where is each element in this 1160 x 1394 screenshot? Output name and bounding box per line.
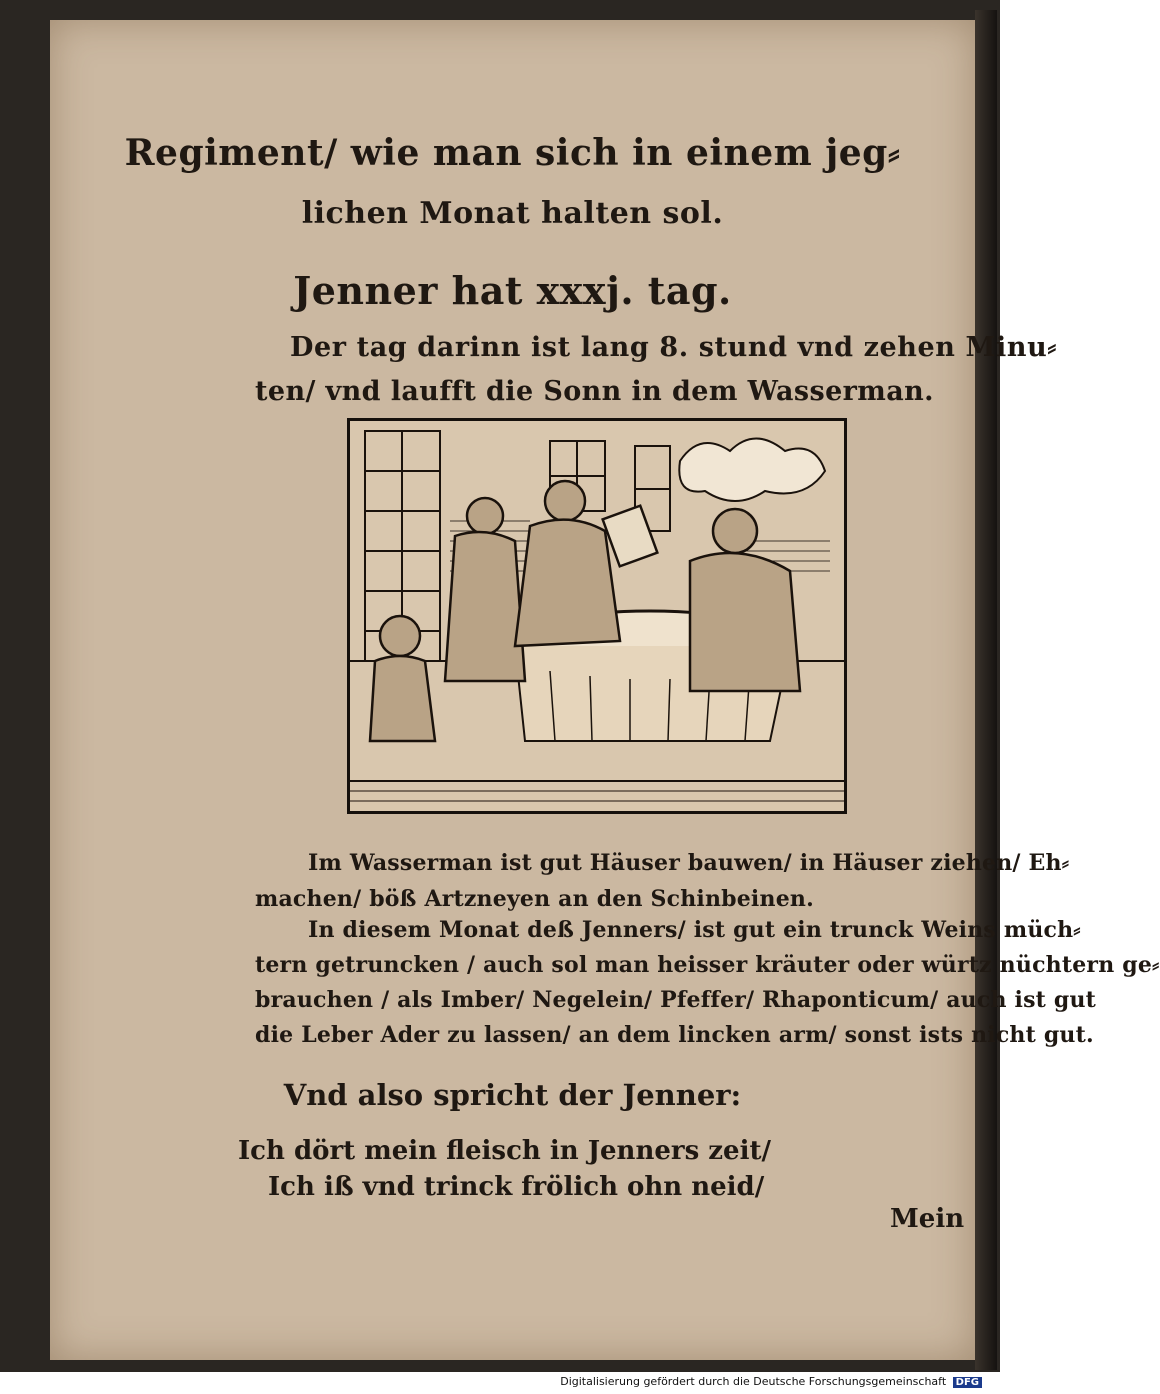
body-line-4: tern getruncken / auch sol man heisser kräuter oder würtz nüchtern ge⸗ [255, 952, 1160, 978]
verse-line-1: Ich dört mein fleisch in Jenners zeit/ [238, 1136, 771, 1166]
body-line-3: In diesem Monat deß Jenners/ ist gut ein trunck Weins müch⸗ [308, 917, 1081, 943]
body-line-5: brauchen / als Imber/ Negelein/ Pfeffer/ Rhaponticum/ auch ist gut [255, 987, 1097, 1013]
month-heading: Jenner hat xxxj. tag. [293, 268, 732, 313]
woodcut-illustration [347, 418, 847, 814]
footer-text: Digitalisierung gefördert durch die Deutsche Forschungsgemeinschaft [560, 1375, 947, 1388]
catchword: Mein [890, 1204, 965, 1234]
book-page [50, 20, 1160, 1360]
body-line-6: die Leber Ader zu lassen/ an dem lincken arm/ sonst ists nicht gut. [255, 1022, 1094, 1048]
verse-heading: Vnd also spricht der Jenner: [283, 1078, 742, 1112]
intro-line-2: ten/ vnd laufft die Sonn in dem Wasserman. [255, 376, 934, 407]
funding-footer [560, 1375, 982, 1388]
intro-line-1: Der tag darinn ist lang 8. stund vnd zehen Minu⸗ [290, 332, 1057, 363]
book-edge [975, 10, 997, 1370]
verse-line-2: Ich iß vnd trinck frölich ohn neid/ [268, 1172, 765, 1202]
body-line-2: machen/ böß Artzneyen an den Schinbeinen. [255, 886, 814, 912]
body-line-1: Im Wasserman ist gut Häuser bauwen/ in Häuser ziehen/ Eh⸗ [308, 850, 1070, 876]
woodcut-drawing [350, 421, 844, 811]
dfg-logo: DFG [953, 1377, 982, 1388]
page-title-line-1: Regiment/ wie man sich in einem jeg⸗ [124, 132, 901, 174]
page-title-line-2: lichen Monat halten sol. [301, 196, 724, 231]
